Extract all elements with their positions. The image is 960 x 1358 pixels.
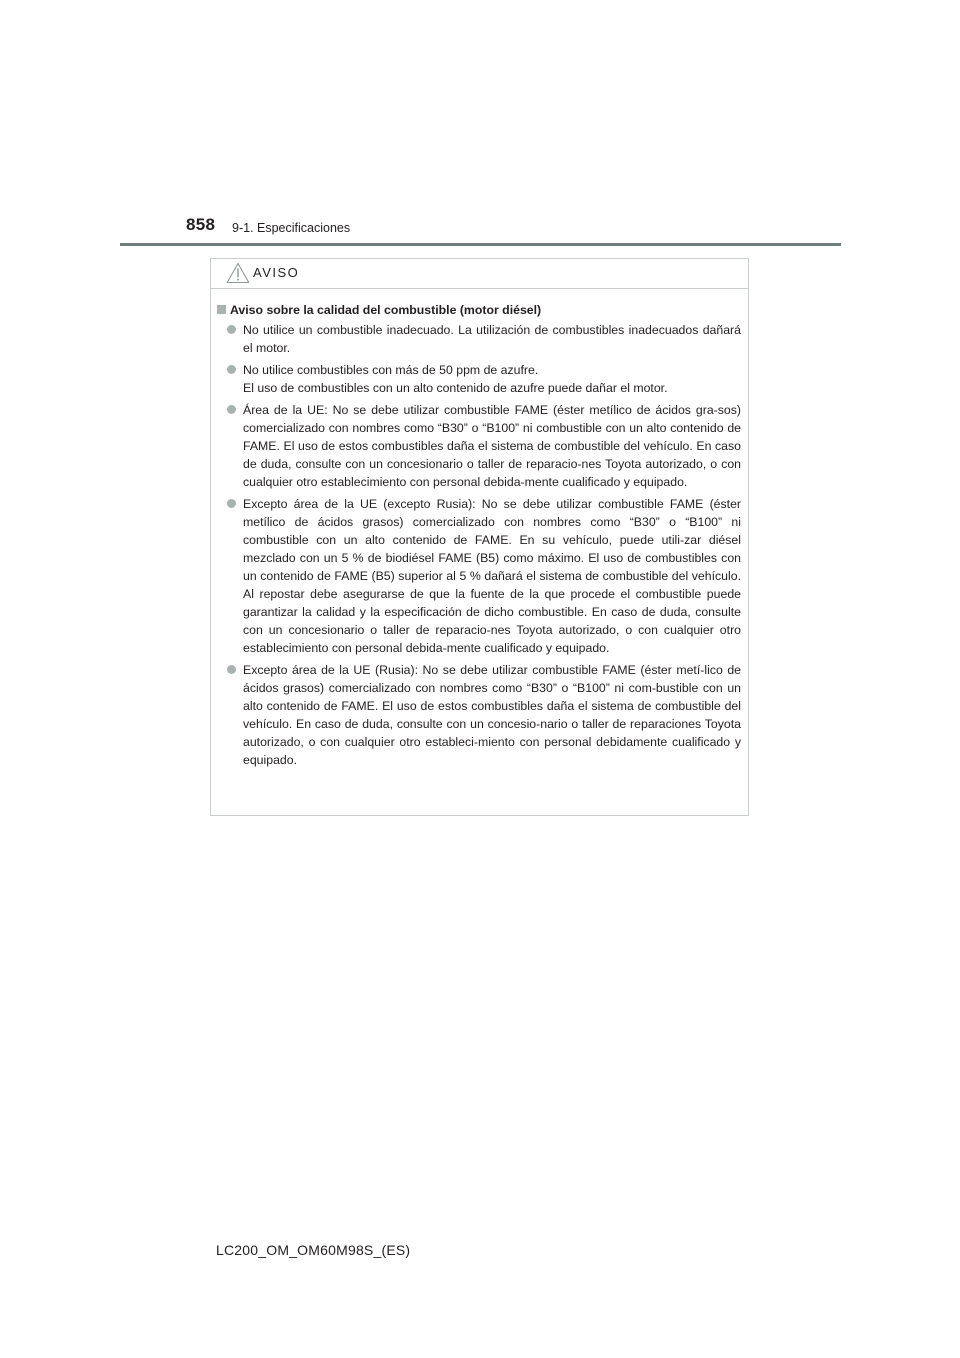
list-item-text: Excepto área de la UE (excepto Rusia): No se debe utilizar combustible FAME (éster metílico de ácidos grasos) comercializado con nombres como “B30” o “B100” ni combustible con un alto contenido de FAME. En su vehículo, puede utili-zar diésel mezclado con un 5 % de biodiésel FAME (B5) como máximo. El uso de combustibles con un contenido de FAME (B5) superior al 5 % dañará el sistema de combustible del vehículo. Al repostar debe asegurarse de que la fuente de la que procede el combustible puede garantizar la calidad y la especificación de dicho combustible. En caso de duda, consulte con un concesionario o taller de reparacio-nes Toyota autorizado, o con cualquier otro establecimiento con personal debida-mente cualificado y equipado. <box>243 497 741 655</box>
topic-title: Aviso sobre la calidad del combustible (motor diésel) <box>230 303 542 317</box>
bullet-dot-icon <box>227 365 236 374</box>
list-item-text: Área de la UE: No se debe utilizar combustible FAME (éster metílico de ácidos gra-sos) comercializado con nombres como “B30” o “B100” ni combustible con un alto contenido de FAME. El uso de estos combustibles daña el sistema de combustible del vehículo. En caso de duda, consulte con un concesionario o taller de reparacio-nes Toyota autorizado, o con cualquier otro establecimiento con personal debida-mente cualificado y equipado. <box>243 403 741 489</box>
bullet-dot-icon <box>227 499 236 508</box>
square-bullet-icon <box>217 305 226 314</box>
list-item-text: No utilice combustibles con más de 50 ppm de azufre. <box>243 363 539 377</box>
warning-list <box>217 321 741 769</box>
list-item <box>217 321 741 357</box>
list-item <box>217 661 741 769</box>
document-code: LC200_OM_OM60M98S_(ES) <box>216 1242 411 1258</box>
warning-title: AVISO <box>253 265 300 280</box>
topic-heading <box>217 301 741 319</box>
warning-content <box>211 289 748 769</box>
list-item-text: No utilice un combustible inadecuado. La utilización de combustibles inadecuados dañará el motor. <box>243 323 741 355</box>
list-item <box>217 361 741 397</box>
bullet-dot-icon <box>227 405 236 414</box>
bullet-dot-icon <box>227 325 236 334</box>
page-number: 858 <box>186 215 216 234</box>
warning-header <box>211 259 748 289</box>
warning-triangle-icon <box>226 262 250 284</box>
list-item-text: Excepto área de la UE (Rusia): No se debe utilizar combustible FAME (éster metí-lico de ácidos grasos) comercializado con nombres como “B30” o “B100” ni com-bustible con un alto contenido de FAME. El uso de estos combustibles daña el sistema de combustible del vehículo. En caso de duda, consulte con un concesio-nario o taller de reparaciones Toyota autorizado, o con cualquier otro estableci-miento con personal debidamente cualificado y equipado. <box>243 663 741 767</box>
list-item <box>217 401 741 491</box>
bullet-dot-icon <box>227 665 236 674</box>
list-item <box>217 495 741 657</box>
section-title: 9-1. Especificaciones <box>232 221 351 235</box>
list-item-text: El uso de combustibles con un alto contenido de azufre puede dañar el motor. <box>243 381 668 395</box>
header-rule <box>120 243 841 246</box>
warning-box <box>210 258 749 816</box>
